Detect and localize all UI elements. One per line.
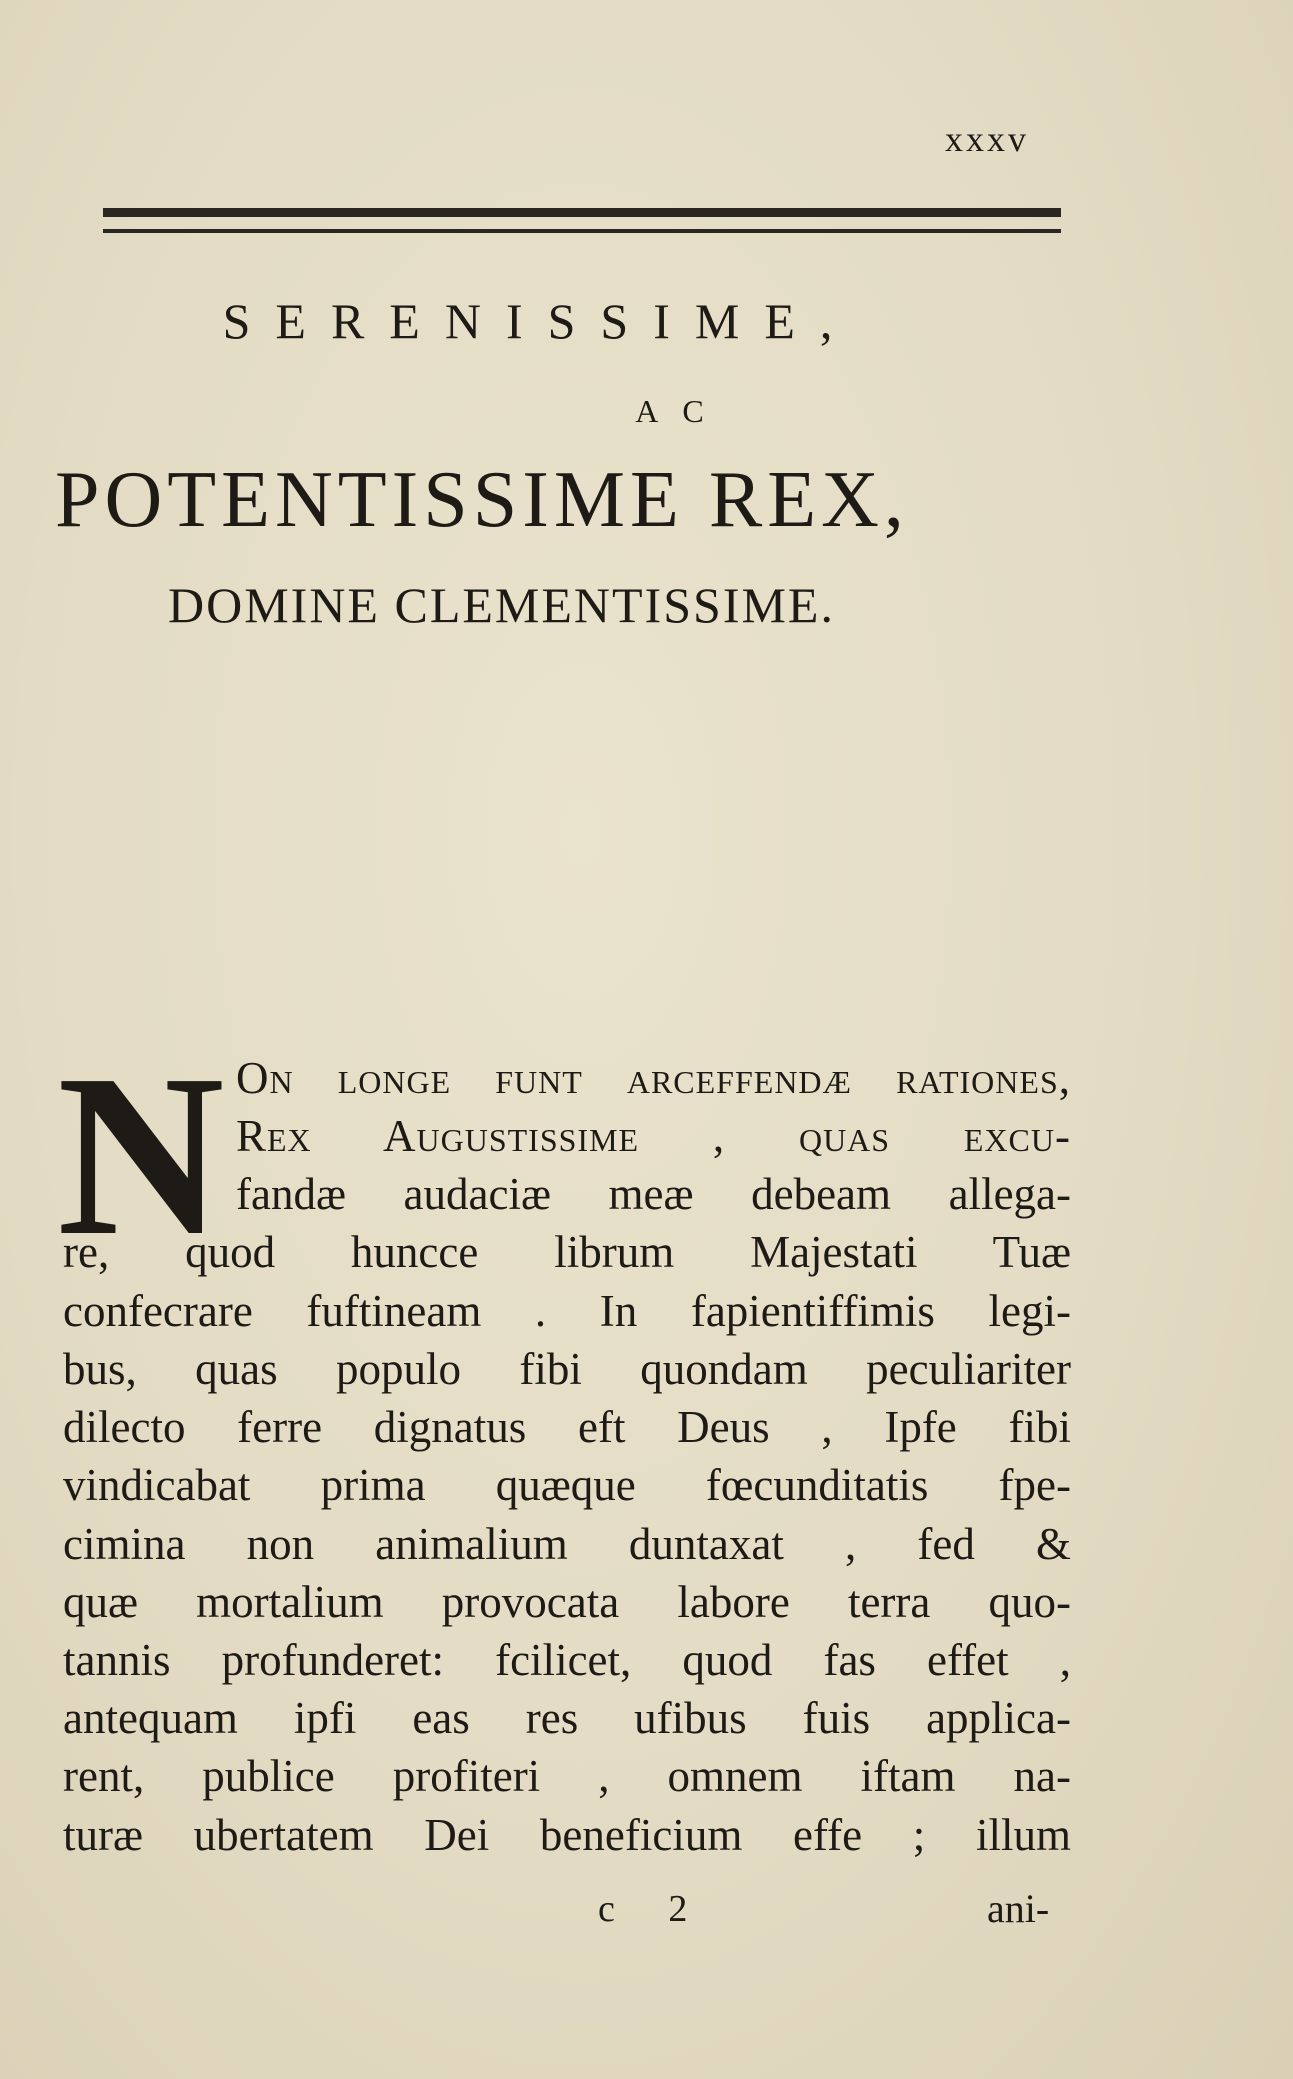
ornamental-rule-thin [103,229,1061,233]
running-head-page-number: xxxv [945,119,1029,159]
heading-line-ac: AC [635,393,728,429]
body-line-8: vindicabat prima quæque fœcunditatis fpe- [63,1460,1071,1510]
body-line-10: quæ mortalium provocata labore terra quo- [63,1577,1071,1627]
body-line-6: bus, quas populo fibi quondam peculiariter [63,1344,1071,1394]
heading-line-serenissime: SERENISSIME, [222,293,858,349]
catchword: ani- [987,1886,1050,1931]
heading-line-domine-clementissime: DOMINE CLEMENTISSIME. [168,577,835,633]
body-line-5: confecrare fuftineam . In fapientiffimis legi- [63,1286,1071,1336]
body-line-13: rent, publice profiteri , omnem iftam na- [63,1751,1071,1801]
body-line-1: On longe funt arceffendæ rationes, [236,1053,1071,1103]
body-line-2: Rex Augustissime , quas excu- [236,1111,1071,1161]
body-line-4: re, quod huncce librum Majestati Tuæ [63,1227,1071,1277]
ornamental-rule-thick [103,208,1061,217]
body-line-9: cimina non animalium duntaxat , fed & [63,1519,1071,1569]
body-line-3: fandæ audaciæ meæ debeam allega- [236,1169,1071,1219]
drop-cap: N [57,1027,225,1284]
body-line-12: antequam ipfi eas res ufibus fuis applica- [63,1693,1071,1743]
body-line-11: tannis profunderet: fcilicet, quod fas effet , [63,1635,1071,1685]
body-line-14: turæ ubertatem Dei beneficium effe ; illum [63,1810,1071,1860]
body-line-7: dilecto ferre dignatus eft Deus , Ipfe fibi [63,1402,1071,1452]
heading-line-potentissime-rex: POTENTISSIME REX, [55,456,909,544]
signature-mark: c 2 [598,1888,710,1930]
